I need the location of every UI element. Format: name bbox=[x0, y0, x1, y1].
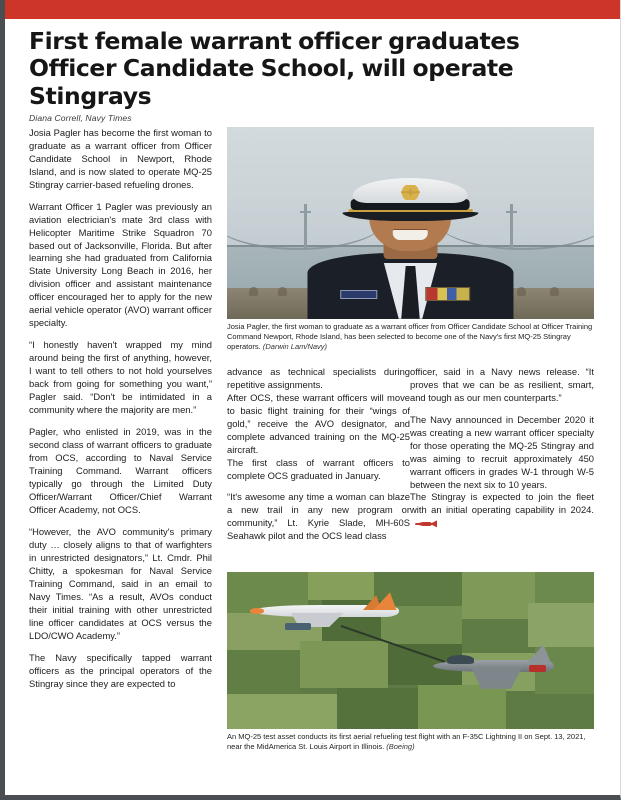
paragraph: The first class of warrant officers to complete OCS graduated in January. bbox=[227, 456, 410, 481]
portrait-warrant-officer-image bbox=[227, 127, 594, 319]
paragraph: officer, said in a Navy news release. “It proves that we can be as resilient, smart, and tough as our men counterparts.” bbox=[410, 365, 594, 403]
text-column-2 bbox=[227, 366, 410, 553]
paragraph-final bbox=[410, 491, 594, 530]
page-content bbox=[5, 19, 620, 795]
jet-tail-marking bbox=[529, 665, 546, 672]
photo-caption-aerial bbox=[227, 732, 594, 752]
f-35c-lightning-aircraft bbox=[433, 647, 554, 688]
jet-canopy bbox=[447, 655, 474, 664]
service-ribbons bbox=[425, 287, 470, 301]
mq-25-stingray-aircraft bbox=[253, 594, 400, 629]
caption-text: Josia Pagler, the first woman to graduate as a warrant officer from Officer Candidate School at Officer Training Command Newport, Rhode Island, has been selected to become one of the Navy's first MQ-25 Stingray operators. bbox=[227, 321, 593, 352]
paragraph: “I honestly haven't wrapped my mind around being the first of anything, however, I want to tell others to not hold yourselves back from going for something you want,” Pagler said. “Don't be intimidated in a community where the majority are men.” bbox=[29, 339, 212, 416]
caption-credit: (Boeing) bbox=[386, 741, 415, 751]
paragraph: “It's awesome any time a woman can blaze a new trail in any new program or community,” Lt. Kyrie Slade, MH-60S Seahawk pilot and the OCS lead class bbox=[227, 491, 410, 542]
paragraph: The Navy specifically tapped warrant officers as the principal operators of the Stingray since they are expected to bbox=[29, 651, 212, 689]
paragraph: Josia Pagler has become the first woman to graduate as a warrant officer from Officer Candidate School in Newport, Rhode Island, and is now slated to operate MQ-25 Stingray carrier-based refueling drones. bbox=[29, 126, 212, 190]
paragraph: “However, the AVO community's primary duty … closely aligns to that of warfighters in unrestricted designators,” Lt. Cmdr. Phil Chitty, a spokesman for Naval Service Training Command, said in an email to Navy Times. “As a result, AVOs conduct their initial training with other unrestricted line officer candidates at OCS versus the LDO/CWO Academy.” bbox=[29, 525, 212, 641]
page-title: First female warrant officer graduates Officer Candidate School, will operate Stingrays bbox=[29, 27, 520, 110]
paragraph: Warrant Officer 1 Pagler was previously an aviation electrician's mate 3rd class with Helicopter Maritime Strike Squadron 70 based out of Jacksonville, Florida. But after learning she had graduated from California State University Long Beach in 2016, her division officer and assistant maintenance officer encouraged her to apply for the new aerial vehicle operator (AVO) warrant officer specialty. bbox=[29, 200, 212, 329]
caption-credit: (Darwin Lam/Navy) bbox=[262, 342, 328, 352]
stingray-endmark-icon bbox=[415, 520, 437, 527]
jet-wing bbox=[471, 668, 522, 689]
person-figure bbox=[308, 154, 514, 319]
top-accent-bar bbox=[5, 0, 620, 19]
caption-text: An MQ-25 test asset conducts its first aerial refueling test flight with an F-35C Lightning II on Sept. 13, 2021, near the MidAmerica St. Louis Airport in Illinois. bbox=[227, 731, 586, 751]
paragraph-text: The Stingray is expected to join the fleet with an initial operating capability in 2024. bbox=[410, 491, 594, 516]
photo-block-aerial bbox=[227, 572, 594, 752]
jet-tail bbox=[527, 645, 551, 664]
bridge-tower-left bbox=[304, 204, 307, 248]
paragraph: Pagler, who enlisted in 2019, was in the second class of warrant officers to graduate from OCS, according to Naval Service Training Command. Warrant officers typically go through the Limited Duty Officer/Warrant Officer/Chief Warrant Officer Academy, not OCS. bbox=[29, 426, 212, 515]
mq25-refueling-image bbox=[227, 572, 594, 729]
refueling-pod bbox=[285, 623, 311, 631]
tanker-nose bbox=[250, 608, 265, 614]
name-tag bbox=[341, 290, 378, 299]
paragraph: The Navy announced in December 2020 it was creating a new warrant officer specialty for those operating the MQ-25 Stingray and was aiming to recruit approximately 450 warrant officers in grades W-1 through W-5 between the next six to 10 years. bbox=[410, 413, 594, 490]
smile bbox=[393, 229, 428, 239]
text-column-1 bbox=[29, 127, 212, 700]
photo-caption-portrait bbox=[227, 322, 594, 353]
photo-block-portrait bbox=[227, 127, 594, 353]
byline: Diana Correll, Navy Times bbox=[29, 112, 132, 123]
article-body bbox=[29, 127, 594, 800]
text-column-3 bbox=[410, 366, 594, 540]
paragraph: After OCS, these warrant officers will move to basic flight training for their “wings of gold,” receive the AVO designator, and complete advanced training on the MQ-25 aircraft. bbox=[227, 391, 410, 455]
anchor-insignia-icon bbox=[397, 185, 424, 200]
paragraph: advance as technical specialists during repetitive assignments. bbox=[227, 365, 410, 390]
